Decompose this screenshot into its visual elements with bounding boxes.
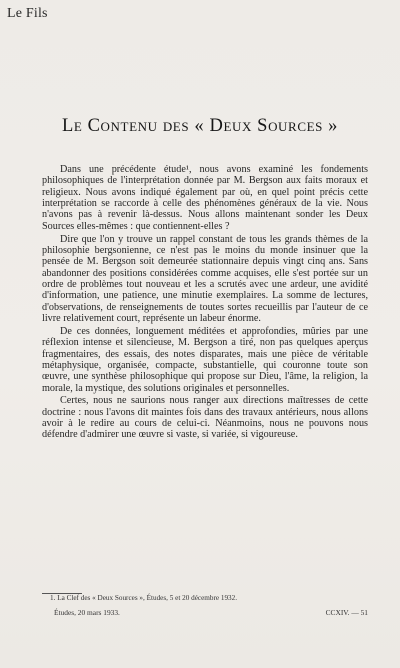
footer-folio: CCXIV. — 51 [325,608,368,617]
footer-date: Études, 20 mars 1933. [54,608,120,617]
article-title-text: Le Contenu des « Deux Sources » [61,116,339,136]
paragraph: Dire que l'on y trouve un rappel constant de tous les grands thèmes de la philosophie bergsonienne, ce n'est pas le moins du monde insinuer que la pensée de M. Bergson soit demeurée stationnaire depuis vingt cinq ans. Sans abandonner des positions considérées comme acquises, elle s'est portée sur un ordre de problèmes tout nouveau et les a scrutés avec une ardeur, une avidité d'information, une patience, une minutie exemplaires. La somme de lectures, d'observations, de renseignements de toutes sortes recueillis par l'auteur de ce livre relativement court, représente un labeur énorme. [42,233,368,324]
paragraph: Certes, nous ne saurions nous ranger aux directions maîtresses de cette doctrine : nous l'avons dit maintes fois dans des travaux antérieurs, nous allons avoir à le redire au cours de celui-ci. Néanmoins, nous ne pouvons nous défendre d'admirer une œuvre si vaste, si variée, si vigoureuse. [42,395,368,441]
footnote: 1. La Clef des « Deux Sources », Études, 5 et 20 décembre 1932. [50,594,238,602]
article-body [42,164,368,442]
paragraph: De ces données, longuement méditées et approfondies, mûries par une réflexion intense et silencieuse, M. Bergson a tiré, non pas quelques aperçus fragmentaires, des essais, des notes disparates, mais une pièce de véritable métaphysique, organisée, compacte, substantielle, qui couronne toute son œuvre, une synthèse philosophique qui propose sur Dieu, l'âme, la religion, la morale, la mystique, des solutions originales et personnelles. [42,325,368,394]
article-title [30,116,370,137]
running-head: Le Fils [7,6,48,21]
paragraph: Dans une précédente étude¹, nous avons examiné les fondements philosophiques de l'interprétation donnée par M. Bergson aux faits moraux et religieux. Nous avons indiqué également par où, en quel point précis cette interprétation se raccorde à celle des phénomènes généraux de la vie. Nous n'avons pas à revenir là-dessus. Nous allons maintenant sonder les Deux Sources elles-mêmes : que contiennent-elles ? [42,164,368,232]
